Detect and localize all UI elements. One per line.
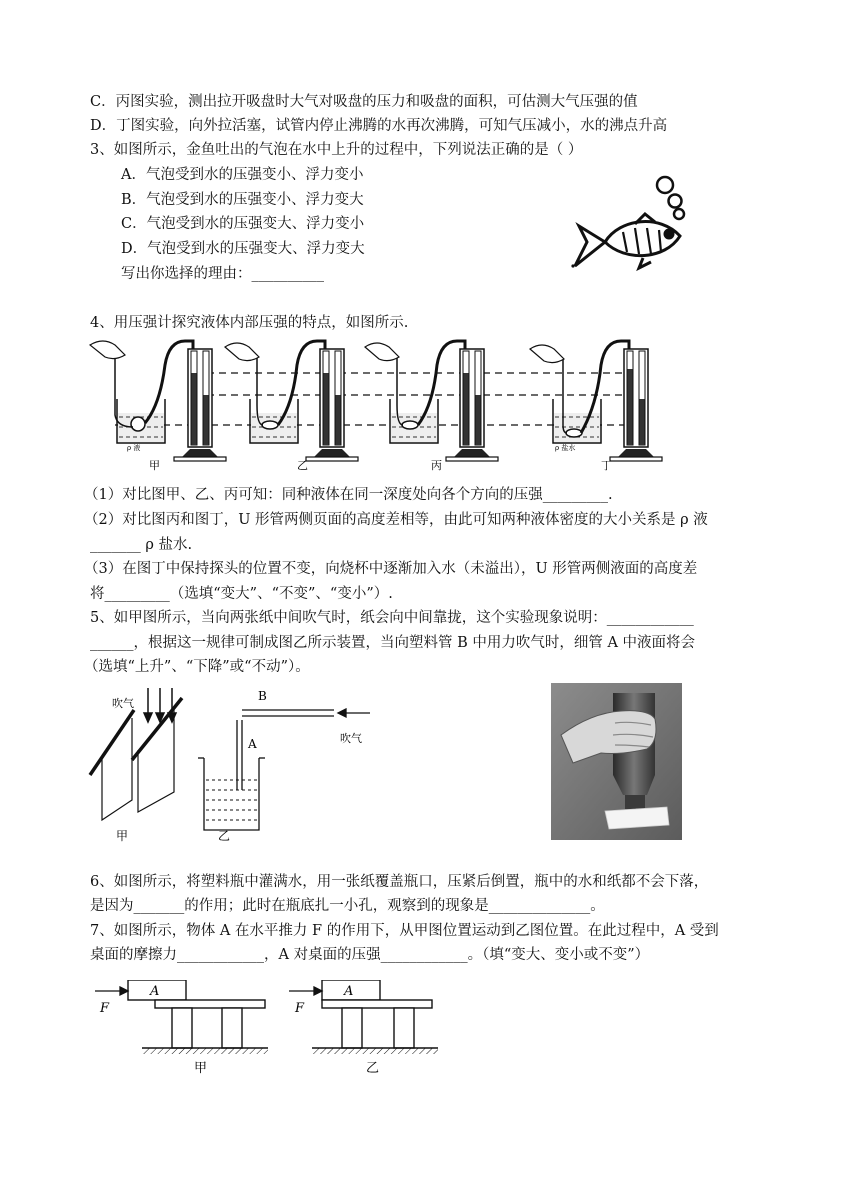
block-table-figure [90,980,450,1085]
label-bing: 丙 [431,459,442,472]
label-yi-5: 乙 [218,829,231,843]
label-jia: 甲 [149,459,160,472]
q4-part-2-cont: _______ ρ 盐水. [90,537,193,553]
question-7-cont: 桌面的摩擦力____________，A 对桌面的压强____________。（填“变大、变小或不变”） [90,947,650,963]
q3-option-c: C．气泡受到水的压强变大、浮力变小 [121,216,365,232]
block-a-label-jia: A [150,984,160,999]
inverted-bottle-photo [551,683,682,840]
gauge-ding [530,341,662,461]
q4-part-3-cont: 将_________（选填“变大”、“不变”、“变小”）. [90,586,393,602]
bubble-small-icon [674,209,684,219]
bubble-large-icon [657,177,673,193]
question-5-cont: ______，根据这一规律可制成图乙所示装置，当向塑料管 B 中用力吹气时，细管 A 中液面将会 [90,635,696,651]
question-5-stem: 5、如甲图所示，当向两张纸中间吹气时，纸会向中间靠拢，这个实验现象说明：____________ [90,610,694,626]
goldfish-icon [575,214,680,268]
question-7-stem: 7、如图所示，物体 A 在水平推力 F 的作用下，从甲图位置运动到乙图位置。在此过程中，A 受到 [90,923,719,939]
gauge-jia [90,341,226,461]
question-3-stem: 3、如图所示，金鱼吐出的气泡在水中上升的过程中，下列说法正确的是（ ） [90,142,583,158]
label-yi: 乙 [297,459,308,472]
q3-option-b: B．气泡受到水的压强变小、浮力变大 [121,192,364,208]
q3-option-a: A．气泡受到水的压强变小、浮力变小 [121,167,364,183]
bubble-medium-icon [669,195,682,208]
question-5-cont2: （选填“上升”、“下降”或“不动”）。 [84,659,310,675]
option-d-text: D．丁图实验，向外拉活塞，试管内停止沸腾的水再次沸腾，可知气压减小，水的沸点升高 [90,118,668,134]
q4-part-2: （2）对比图丙和图丁，U 形管两侧页面的高度差相等，由此可知两种液体密度的大小关系是 ρ 液 [84,512,708,528]
q3-option-d: D．气泡受到水的压强变大、浮力变大 [121,241,365,257]
force-f-label-yi: F [295,1001,305,1016]
blow-label-left: 吹气 [112,697,134,710]
q4-part-1: （1）对比图甲、乙、丙可知：同种液体在同一深度处向各个方向的压强_________. [84,487,613,503]
airflow-figure [82,680,382,850]
q3-reason-blank: 写出你选择的理由：__________ [121,266,324,282]
question-4-stem: 4、用压强计探究液体内部压强的特点，如图所示. [90,315,409,331]
question-6-stem: 6、如图所示，将塑料瓶中灌满水，用一张纸覆盖瓶口，压紧后倒置，瓶中的水和纸都不会下落， [90,874,709,890]
block-a-label-yi: A [344,984,354,999]
label-yi-7: 乙 [366,1061,380,1076]
q4-part-3: （3）在图丁中保持探头的位置不变，向烧杯中逐渐加入水（未溢出），U 形管两侧液面的高度差 [84,561,698,577]
label-ding: 丁 [601,459,612,472]
table-yi [312,980,438,1054]
gauge-yi [225,341,358,461]
tube-b-label: B [258,689,267,703]
pressure-gauge-figure [85,335,675,475]
table-jia [128,980,268,1054]
goldfish-figure [565,170,705,280]
gauge-bing [365,341,498,461]
option-c-text: C．丙图实验，测出拉开吸盘时大气对吸盘的压力和吸盘的面积，可估测大气压强的值 [90,94,638,110]
label-jia-7: 甲 [194,1061,208,1076]
label-jia-5: 甲 [116,829,129,843]
blow-label-right: 吹气 [340,732,362,745]
question-6-cont: 是因为_______的作用；此时在瓶底扎一小孔，观察到的现象是______________。 [90,898,605,914]
force-f-label-jia: F [100,1001,110,1016]
paper-card-icon [605,807,669,829]
svg-text:ρ 盐水: ρ 盐水 [555,444,576,452]
svg-text:ρ 液: ρ 液 [127,444,141,452]
tube-a-label: A [248,737,257,751]
